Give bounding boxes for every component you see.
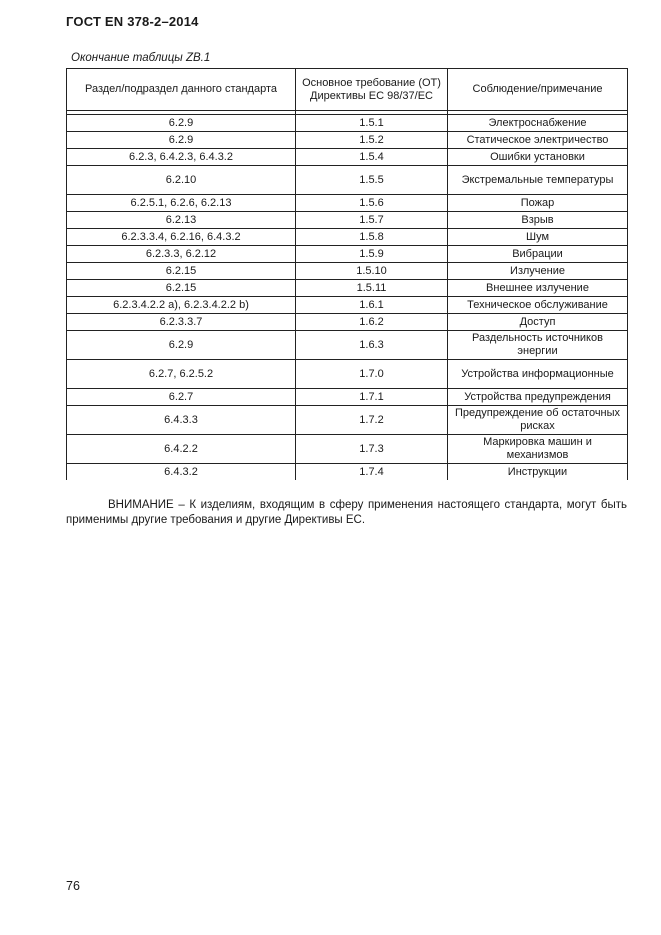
cell-requirement: 1.7.1: [296, 389, 448, 406]
cell-requirement: 1.6.3: [296, 331, 448, 360]
cell-compliance: Раздельность источников энергии: [448, 331, 628, 360]
cell-section: 6.2.9: [67, 132, 296, 149]
cell-requirement: 1.5.9: [296, 246, 448, 263]
cell-compliance: Устройства предупреждения: [448, 389, 628, 406]
table-row: [67, 195, 628, 212]
table-row: [67, 331, 628, 360]
cell-compliance: Шум: [448, 229, 628, 246]
cell-section: 6.2.3.4.2.2 a), 6.2.3.4.2.2 b): [67, 297, 296, 314]
cell-section: 6.2.7, 6.2.5.2: [67, 360, 296, 389]
column-header-compliance: Соблюдение/примечание: [448, 69, 628, 111]
table-row: [67, 166, 628, 195]
cell-section: 6.2.13: [67, 212, 296, 229]
cell-compliance: Ошибки установки: [448, 149, 628, 166]
cell-requirement: 1.6.2: [296, 314, 448, 331]
cell-compliance: Пожар: [448, 195, 628, 212]
cell-section: 6.2.9: [67, 115, 296, 132]
cell-requirement: 1.5.10: [296, 263, 448, 280]
table-row: [67, 212, 628, 229]
table-row: [67, 149, 628, 166]
cell-compliance: Экстремальные температуры: [448, 166, 628, 195]
cell-section: 6.2.15: [67, 263, 296, 280]
column-header-requirement: Основное требование (ОТ) Директивы ЕС 98/37/ЕС: [296, 69, 448, 111]
notice-paragraph: ВНИМАНИЕ – К изделиям, входящим в сферу применения настоящего стандарта, могут быть применимы другие требования и другие Директивы ЕС.: [66, 499, 627, 526]
table-row: [67, 115, 628, 132]
cell-section: 6.2.10: [67, 166, 296, 195]
cell-section: 6.2.3.3.4, 6.2.16, 6.4.3.2: [67, 229, 296, 246]
table-row: [67, 246, 628, 263]
cell-requirement: 1.5.11: [296, 280, 448, 297]
table-row: [67, 389, 628, 406]
cell-compliance: Вибрации: [448, 246, 628, 263]
cell-compliance: Внешнее излучение: [448, 280, 628, 297]
cell-section: 6.2.7: [67, 389, 296, 406]
requirements-table: [66, 68, 628, 480]
table-row: [67, 464, 628, 481]
table-row: [67, 297, 628, 314]
table-caption: Окончание таблицы ZB.1: [71, 52, 211, 64]
table-row: [67, 229, 628, 246]
cell-section: 6.2.5.1, 6.2.6, 6.2.13: [67, 195, 296, 212]
cell-compliance: Статическое электричество: [448, 132, 628, 149]
cell-requirement: 1.5.7: [296, 212, 448, 229]
cell-section: 6.4.3.3: [67, 406, 296, 435]
table-row: [67, 132, 628, 149]
cell-compliance: Маркировка машин и механизмов: [448, 435, 628, 464]
cell-compliance: Доступ: [448, 314, 628, 331]
cell-compliance: Техническое обслуживание: [448, 297, 628, 314]
cell-requirement: 1.5.2: [296, 132, 448, 149]
cell-section: 6.2.9: [67, 331, 296, 360]
cell-requirement: 1.5.8: [296, 229, 448, 246]
cell-section: 6.4.3.2: [67, 464, 296, 481]
cell-compliance: Взрыв: [448, 212, 628, 229]
cell-requirement: 1.5.5: [296, 166, 448, 195]
cell-compliance: Излучение: [448, 263, 628, 280]
table-row: [67, 435, 628, 464]
cell-requirement: 1.7.2: [296, 406, 448, 435]
cell-section: 6.2.3, 6.4.2.3, 6.4.3.2: [67, 149, 296, 166]
cell-section: 6.4.2.2: [67, 435, 296, 464]
cell-section: 6.2.15: [67, 280, 296, 297]
cell-requirement: 1.5.6: [296, 195, 448, 212]
cell-requirement: 1.7.4: [296, 464, 448, 481]
cell-requirement: 1.5.1: [296, 115, 448, 132]
cell-compliance: Устройства информационные: [448, 360, 628, 389]
cell-section: 6.2.3.3, 6.2.12: [67, 246, 296, 263]
cell-compliance: Инструкции: [448, 464, 628, 481]
column-header-section: Раздел/подраздел данного стандарта: [67, 69, 296, 111]
cell-compliance: Электроснабжение: [448, 115, 628, 132]
cell-requirement: 1.7.0: [296, 360, 448, 389]
table-header-row: [67, 69, 628, 111]
table-row: [67, 314, 628, 331]
cell-section: 6.2.3.3.7: [67, 314, 296, 331]
table-row: [67, 263, 628, 280]
table-row: [67, 360, 628, 389]
cell-requirement: 1.6.1: [296, 297, 448, 314]
table-row: [67, 280, 628, 297]
document-code: ГОСТ EN 378-2–2014: [66, 14, 199, 29]
page-number: 76: [66, 879, 80, 893]
table-row: [67, 406, 628, 435]
cell-requirement: 1.5.4: [296, 149, 448, 166]
cell-compliance: Предупреждение об остаточных рисках: [448, 406, 628, 435]
cell-requirement: 1.7.3: [296, 435, 448, 464]
